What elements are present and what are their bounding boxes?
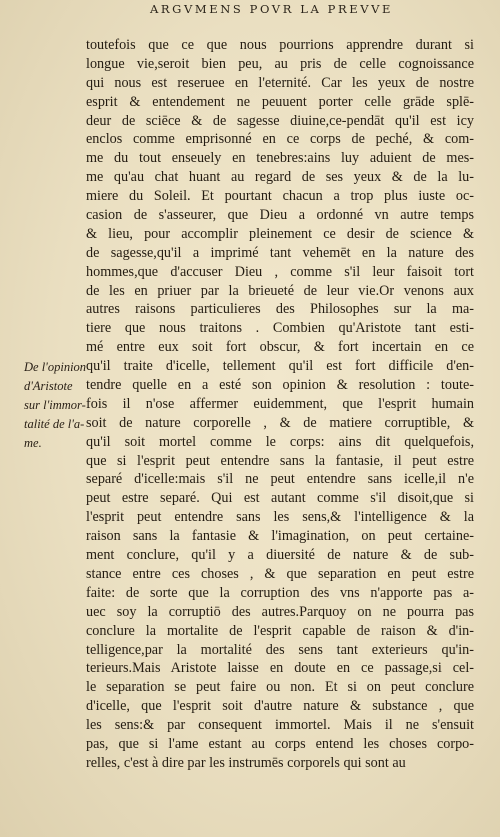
text-line: relles, c'est à dire par les instrumēs corporels qui sont au <box>86 754 406 771</box>
text-line: hommes,que d'accuser Dieu , comme s'il leur faisoit tort <box>86 263 474 280</box>
running-head: ARGVMENS POVR LA PREVVE <box>150 2 393 16</box>
text-line: l'esprit peut entendre sans les sens,& l'intelligence & la <box>86 509 474 526</box>
text-line: peut estre separé. Qui est autant comme s'il disoit,que si <box>86 490 474 507</box>
text-line: deur de sciēce & de sagesse diuine,ce-pendāt qu'il est icy <box>86 112 474 129</box>
text-line: faite: de sorte que la corruption des vns n'apporte pas a- <box>86 584 474 601</box>
text-line: toutefois que ce que nous pourrions apprendre durant si <box>86 37 474 53</box>
text-line: ment conclure, qu'il y a diuersité de nature & de sub- <box>86 547 474 564</box>
marginal-note-line: d'Aristote <box>24 379 73 393</box>
text-line: & lieu, pour accomplir pleinement ce desir de science & <box>86 225 474 242</box>
marginal-note-line: sur l'immor- <box>24 398 86 412</box>
text-line: raison sans la fantasie & l'imagination, on peut certaine- <box>86 528 474 545</box>
text-line: mé entre eux soit fort obscur, & fort incertain en ce <box>86 339 474 356</box>
text-line: tendre quelle en a esté son opinion & resolution : toute- <box>86 377 474 394</box>
text-line: les sens:& par consequent immortel. Mais il ne s'ensuit <box>86 717 474 734</box>
text-line: tiere que nous traitons . Combien qu'Aristote tant esti- <box>86 320 474 337</box>
text-line: que si l'esprit peut entendre sans la fantasie, il peut estre <box>86 452 474 469</box>
marginal-note-line: me. <box>24 436 42 450</box>
text-line: qu'il traite d'icelle, tellement qu'il est fort difficile d'en- <box>86 358 474 375</box>
text-line: soit de nature corporelle , & de matiere corruptible, & <box>86 414 474 431</box>
text-line: qui nous est reseruee en l'eternité. Car les yeux de nostre <box>86 74 474 91</box>
text-line: autres raisons particulieres des Philosophes sur la ma- <box>86 301 474 318</box>
text-line: pas, que si l'ame estant au corps entend les choses corpo- <box>86 735 474 752</box>
text-line: fois il n'ose affermer euidemment, que l'esprit humain <box>86 395 474 412</box>
marginal-note-line: De l'opinion <box>24 360 87 374</box>
text-line: uec soy la corruptiō des autres.Parquoy on ne pourra pas <box>86 603 474 620</box>
text-line: enclos comme emprisonné en ce corps de peché, & com- <box>86 131 474 148</box>
text-line: le separation se peut faire ou non. Et si on peut conclure <box>86 679 474 696</box>
text-line: miere du Soleil. Et pourtant chacun a trop plus iuste oc- <box>86 188 474 205</box>
text-line: me qu'au chat huant au regard de ses yeux & de la lu- <box>86 169 474 186</box>
marginal-note <box>24 358 90 453</box>
main-text-block <box>86 36 474 773</box>
text-line: de sagesse,qu'il a imprimé tant vehemēt en la nature des <box>86 244 474 261</box>
text-line: longue vie,seroit bien peu, au pris de celle cognoissance <box>86 55 474 72</box>
marginal-note-line: talité de l'a- <box>24 417 85 431</box>
text-line: conclure la mortalite de l'esprit capable de raison & d'in- <box>86 622 474 639</box>
text-line: telligence,par la mortalité des sens tant exterieurs qu'in- <box>86 641 474 658</box>
text-line: terieurs.Mais Aristote laisse en doute en ce passage,si cel- <box>86 660 474 677</box>
text-line: separé d'icelle:mais s'il ne peut entendre sans icelle,il n'e <box>86 471 474 488</box>
text-line: stance entre ces choses , & que separation en peut estre <box>86 565 474 582</box>
text-line: me du tout enseuely en tenebres:ains luy aduient de mes- <box>86 150 474 167</box>
text-line: esprit & entendement ne peuuent porter celle grāde splē- <box>86 93 474 110</box>
text-line: casion de s'asseurer, que Dieu a ordonné vn autre temps <box>86 207 474 224</box>
text-line: qu'il soit mortel comme le corps: ains dit quelquefois, <box>86 433 474 450</box>
text-line: d'icelle, que l'esprit soit d'autre nature & substance , que <box>86 698 474 715</box>
text-line: de les en priuer par la brieueté de leur vie.Or venons aux <box>86 282 474 299</box>
